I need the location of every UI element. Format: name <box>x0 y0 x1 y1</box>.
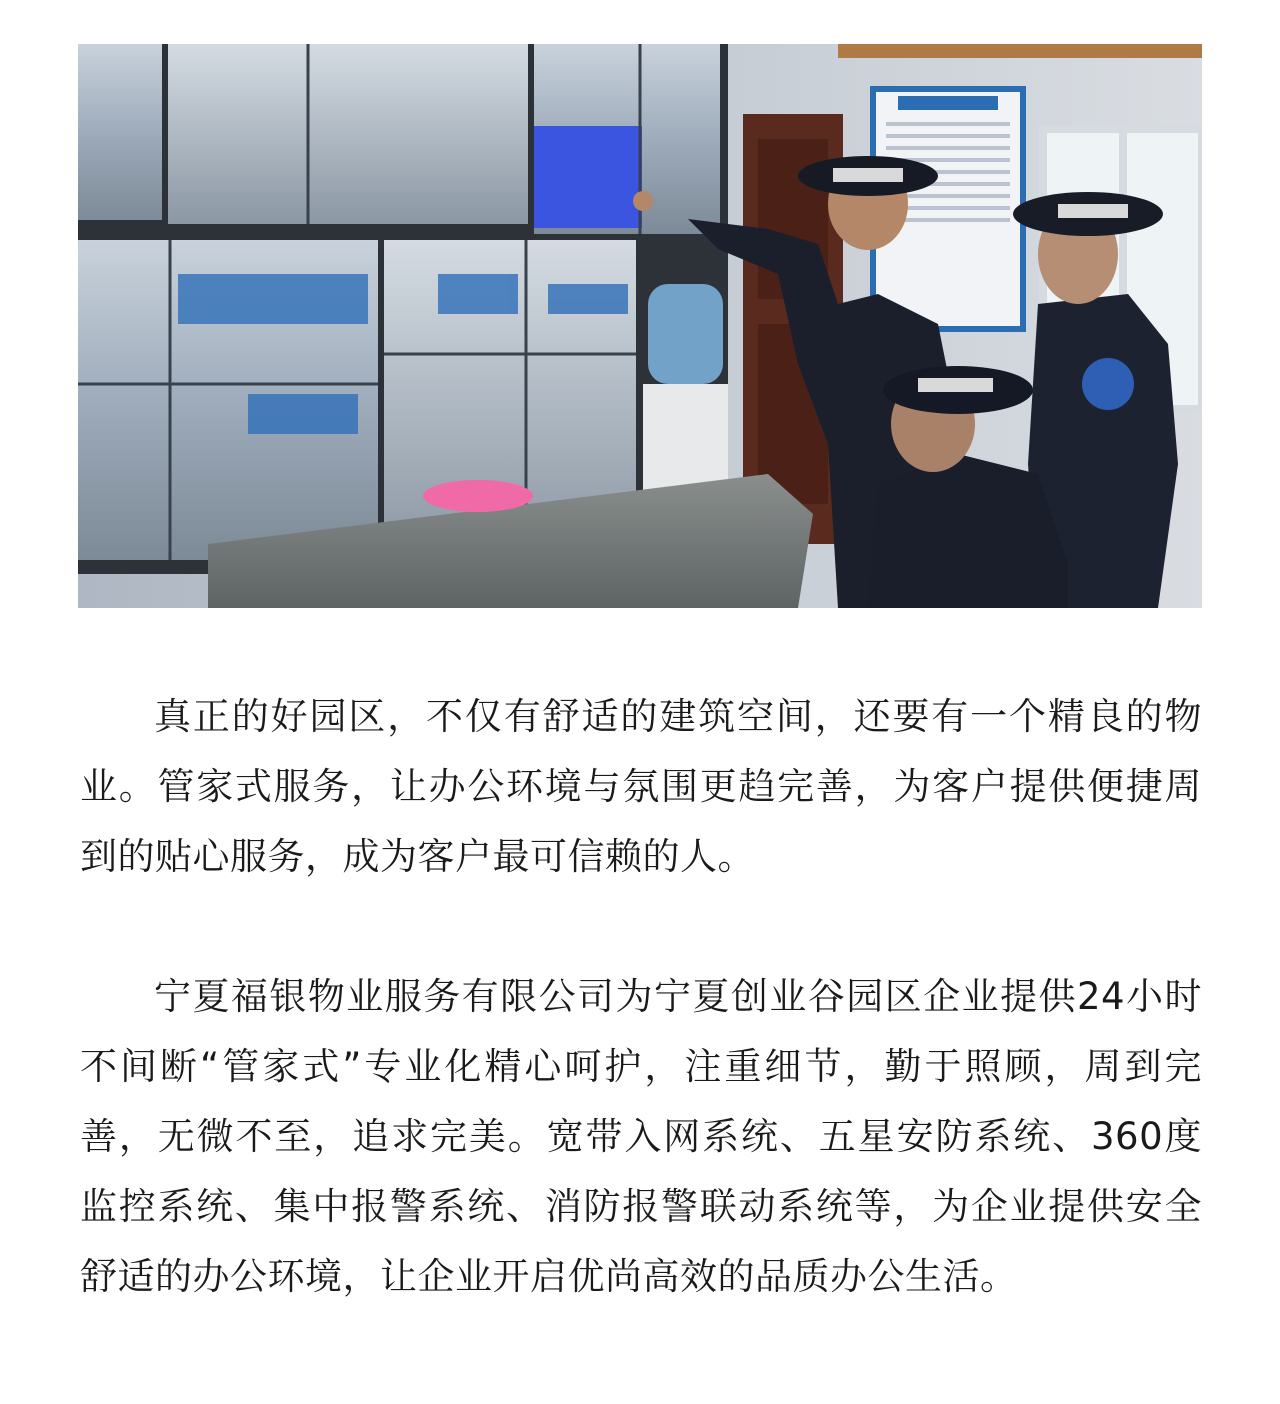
photo-illustration <box>78 44 1202 608</box>
security-monitoring-photo <box>78 44 1202 608</box>
water-bottle <box>648 284 723 384</box>
pink-cloth <box>423 480 533 512</box>
paragraph-company: 宁夏福银物业服务有限公司为宁夏创业谷园区企业提供24小时不间断“管家式”专业化精心呵护，注重细节，勤于照顾，周到完善，无微不至，追求完美。宽带入网系统、五星安防系统、360度监控系统、集中报警系统、消防报警联动系统等，为企业提供安全舒适的办公环境，让企业开启优尚高效的品质办公生活。 <box>80 975 1202 1298</box>
paragraph-intro: 真正的好园区，不仅有舒适的建筑空间，还要有一个精良的物业。管家式服务，让办公环境与氛围更趋完善，为客户提供便捷周到的贴心服务，成为客户最可信赖的人。 <box>80 695 1202 878</box>
article-body <box>80 682 1202 1312</box>
